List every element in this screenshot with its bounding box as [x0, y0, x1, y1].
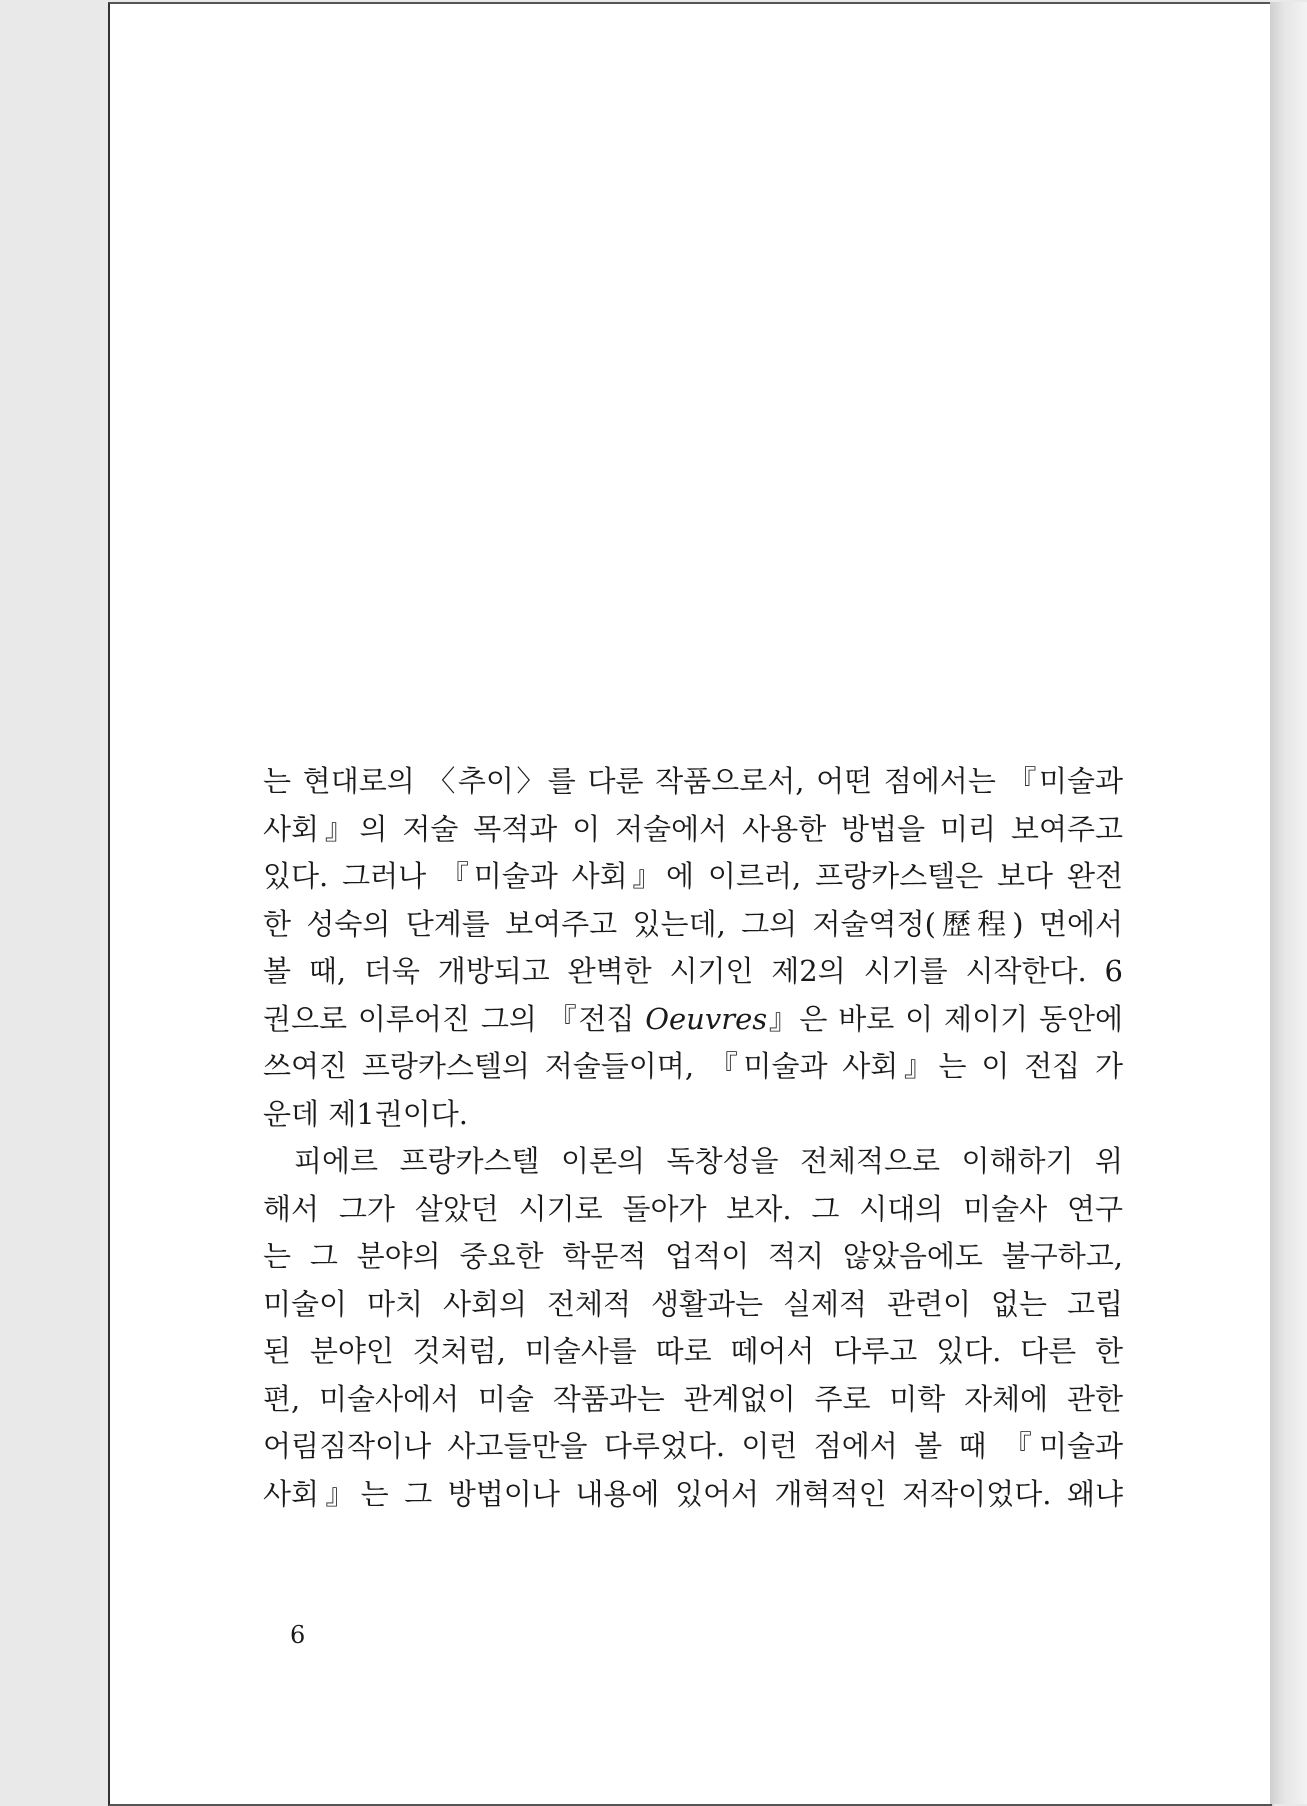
text-line: 쓰여진 프랑카스텔의 저술들이며, 『미술과 사회』는 이 전집 가: [263, 1049, 1123, 1083]
text-line-paragraph-start: 피에르 프랑카스텔 이론의 독창성을 전체적으로 이해하기 위: [294, 1144, 1123, 1178]
italic-foreign-word: Oeuvres: [645, 1001, 768, 1036]
text-line: 된 분야인 것처럼, 미술사를 따로 떼어서 다루고 있다. 다른 한: [263, 1334, 1123, 1368]
text-line: 어림짐작이나 사고들만을 다루었다. 이런 점에서 볼 때 『미술과: [263, 1429, 1123, 1463]
page-edge-shadow: [1270, 2, 1307, 1804]
text-line: 운데 제1권이다.: [263, 1096, 468, 1131]
text-line: 미술이 마치 사회의 전체적 생활과는 실제적 관련이 없는 고립: [263, 1286, 1123, 1321]
text-line: 있다. 그러나 『미술과 사회』에 이르러, 프랑카스텔은 보다 완전: [263, 859, 1123, 893]
text-line: 해서 그가 살았던 시기로 돌아가 보자. 그 시대의 미술사 연구: [263, 1191, 1123, 1226]
text-line: 는 그 분야의 중요한 학문적 업적이 적지 않았음에도 불구하고,: [263, 1239, 1123, 1273]
page-number: 6: [290, 1621, 306, 1649]
text-line: 한 성숙의 단계를 보여주고 있는데, 그의 저술역정(歷程) 면에서: [263, 906, 1123, 941]
text-line: 볼 때, 더욱 개방되고 완벽한 시기인 제2의 시기를 시작한다. 6: [263, 954, 1123, 988]
text-line: 사회』의 저술 목적과 이 저술에서 사용한 방법을 미리 보여주고: [263, 811, 1123, 846]
text-line: 는 현대로의 〈추이〉를 다룬 작품으로서, 어떤 점에서는 『미술과: [263, 764, 1123, 798]
body-text: [263, 758, 1123, 1518]
text-line: 편, 미술사에서 미술 작품과는 관계없이 주로 미학 자체에 관한: [263, 1381, 1123, 1416]
text-line: 권으로 이루어진 그의 『전집 Oeuvres』은 바로 이 제이기 동안에: [263, 1001, 1123, 1036]
text-line: 사회』는 그 방법이나 내용에 있어서 개혁적인 저작이었다. 왜냐: [263, 1476, 1123, 1511]
